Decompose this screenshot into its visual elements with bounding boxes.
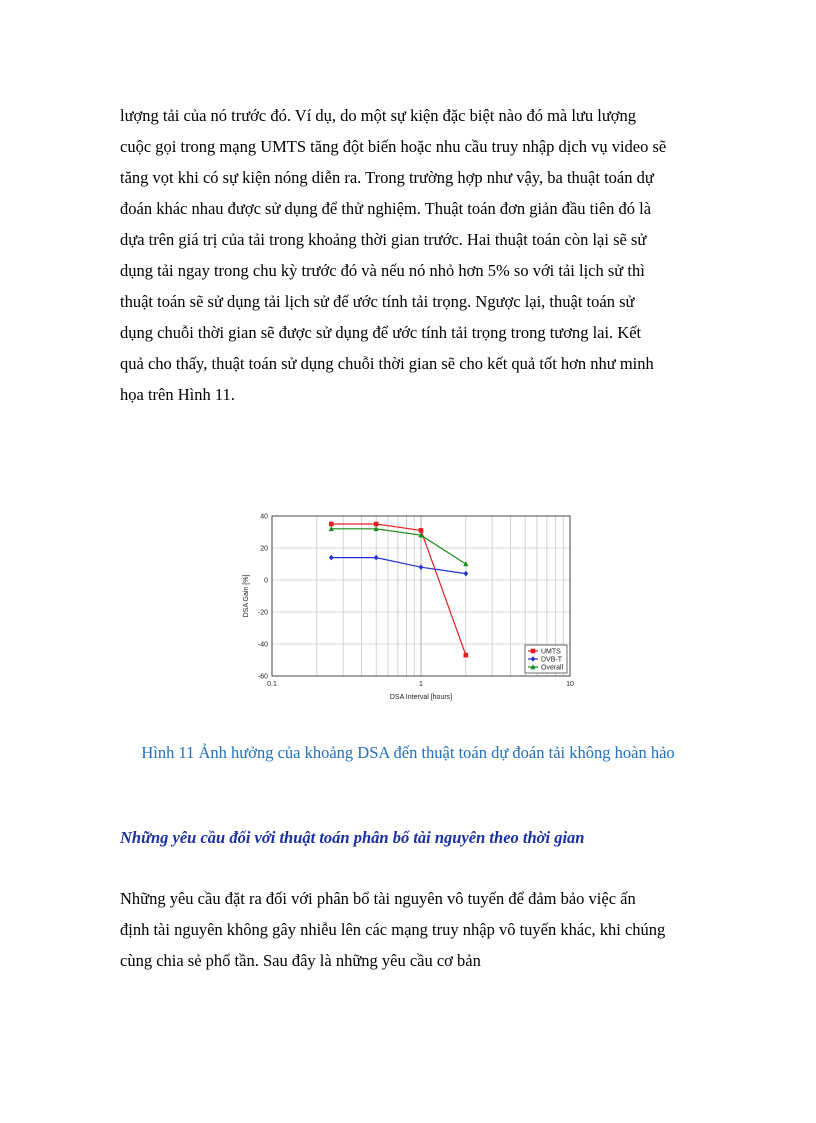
body-paragraph-2 (120, 883, 700, 976)
text-line: định tài nguyên không gây nhiễu lên các mạng truy nhập vô tuyến khác, khi chúng (120, 920, 666, 939)
y-tick-label: -40 (257, 641, 268, 649)
text-line: cùng chia sẻ phổ tần. Sau đây là những yêu cầu cơ bản (120, 951, 481, 970)
body-paragraph-1 (120, 100, 700, 410)
y-tick-label: 0 (264, 577, 268, 585)
y-tick-label: -20 (257, 609, 268, 617)
text-line: thuật toán sẽ sử dụng tải lịch sử để ước tính tải trọng. Ngược lại, thuật toán sử (120, 292, 635, 311)
text-line: tăng vọt khi có sự kiện nóng diễn ra. Trong trường hợp như vậy, ba thuật toán dự (120, 168, 654, 187)
text-line: dụng tải ngay trong chu kỳ trước đó và nếu nó nhỏ hơn 5% so với tải lịch sử thì (120, 261, 645, 280)
figure-caption: Hình 11 Ảnh hưởng của khoảng DSA đến thuật toán dự đoán tải không hoàn hảo (141, 743, 675, 762)
text-line: dụng chuỗi thời gian sẽ được sử dụng để ước tính tải trọng trong tương lai. Kết (120, 323, 642, 342)
legend-label: DVB-T (541, 656, 562, 664)
y-tick-label: 40 (260, 513, 268, 521)
legend-label: UMTS (541, 648, 561, 656)
data-point (374, 522, 379, 527)
legend-label: Overall (541, 664, 564, 672)
x-axis-label: DSA Interval [hours] (389, 694, 453, 701)
text-line: họa trên Hình 11. (120, 385, 235, 404)
data-point (329, 522, 334, 527)
section-heading: Những yêu cầu đối với thuật toán phân bổ tài nguyên theo thời gian (120, 828, 585, 847)
text-line: đoán khác nhau được sử dụng để thử nghiệm. Thuật toán đơn giản đầu tiên đó là (120, 199, 652, 218)
x-tick-label: 1 (419, 681, 423, 688)
x-tick-label: 10 (566, 681, 574, 688)
text-line: Những yêu cầu đặt ra đối với phân bổ tài nguyên vô tuyến để đảm bảo việc ấn (120, 889, 636, 908)
text-line: quả cho thấy, thuật toán sử dụng chuỗi thời gian sẽ cho kết quả tốt hơn như minh (120, 354, 654, 373)
data-point (531, 649, 536, 654)
dsa-gain-chart (236, 506, 584, 712)
y-tick-label: -60 (257, 673, 268, 681)
y-tick-label: 20 (260, 545, 268, 553)
y-axis-label: DSA Gain [%] (243, 574, 250, 618)
text-line: cuộc gọi trong mạng UMTS tăng đột biến hoặc nhu cầu truy nhập dịch vụ video sẽ (120, 137, 667, 156)
data-point (464, 653, 469, 658)
text-line: lượng tải của nó trước đó. Ví dụ, do một sự kiện đặc biệt nào đó mà lưu lượng (120, 106, 637, 125)
x-tick-label: 0.1 (267, 681, 277, 688)
data-point (419, 528, 424, 533)
figure-dsa-gain-chart (236, 506, 584, 712)
text-line: dựa trên giá trị của tải trong khoảng thời gian trước. Hai thuật toán còn lại sẽ sử (120, 230, 647, 249)
